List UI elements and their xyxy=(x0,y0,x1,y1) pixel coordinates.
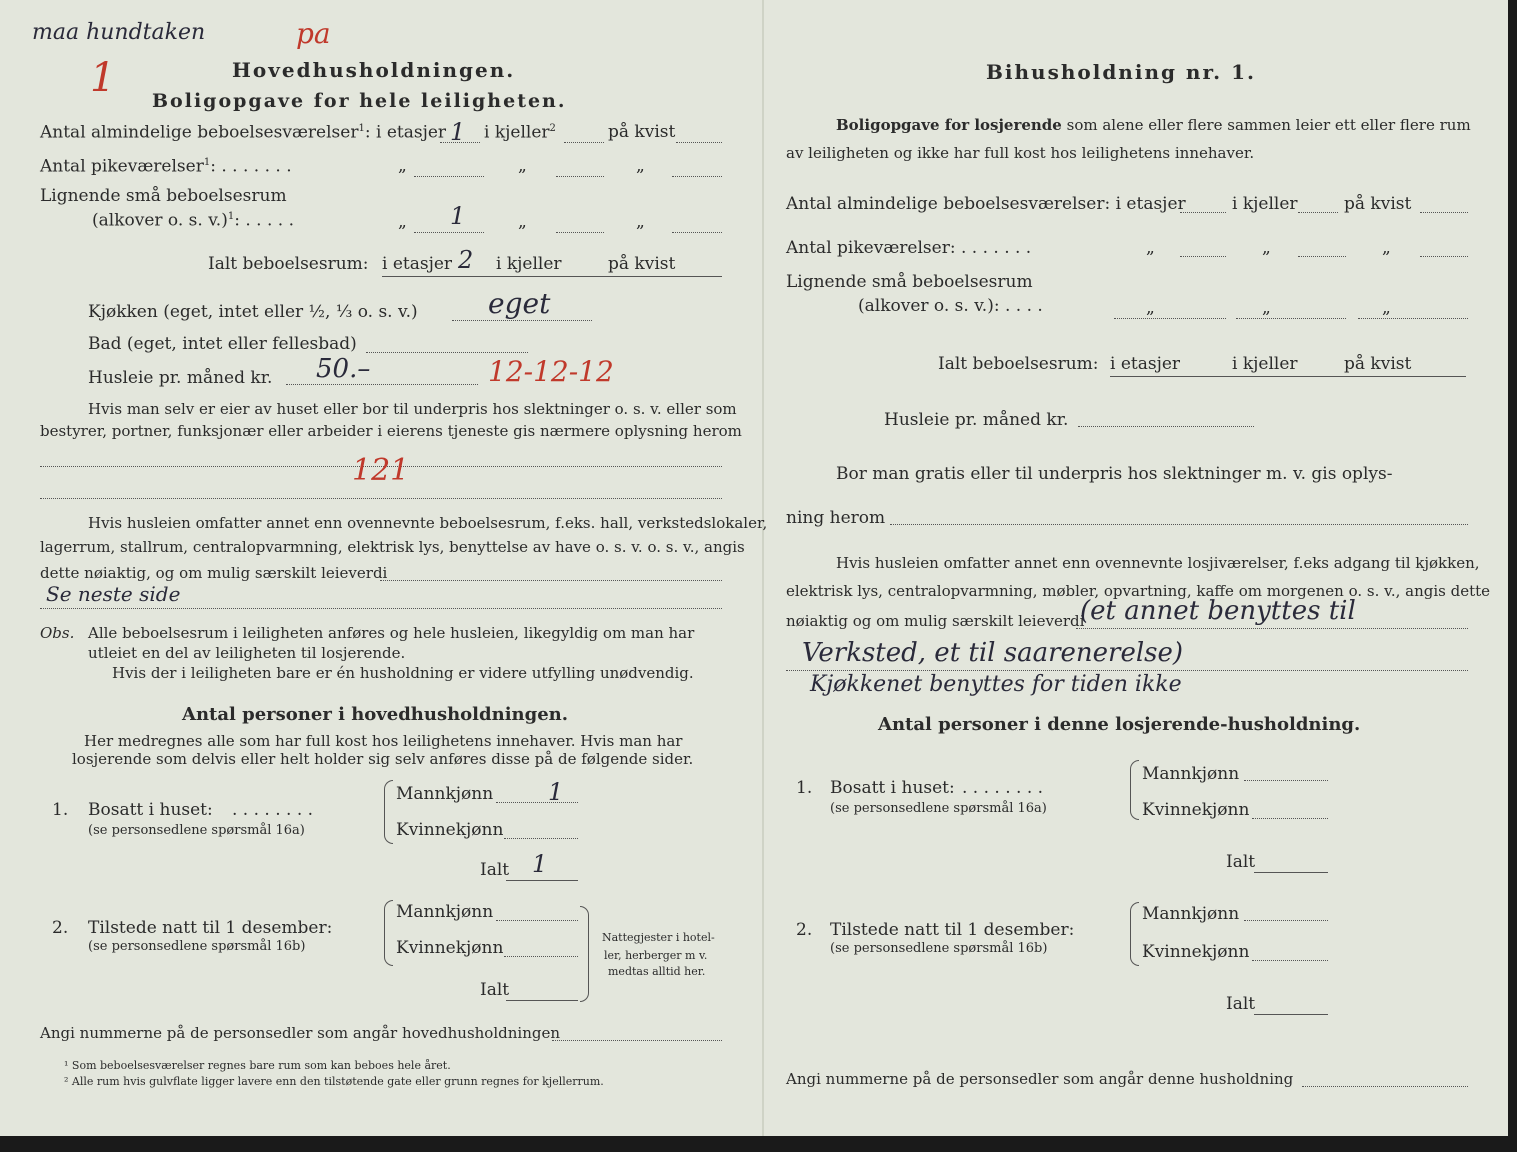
rent-field[interactable] xyxy=(286,384,478,385)
kitchen-value: eget xyxy=(488,287,551,320)
left-q1-brace xyxy=(384,780,393,844)
left-subtitle: Boligopgave for hele leiligheten. xyxy=(152,90,567,112)
rooms-kvist-label: på kvist xyxy=(608,122,676,142)
kitchen-field[interactable] xyxy=(452,320,592,321)
right-q1-ialt-field[interactable] xyxy=(1254,872,1328,873)
left-q1-label: Bosatt i huset: xyxy=(88,800,213,820)
right-intro-2: av leiligheten og ikke har full kost hos leilighetens innehaver. xyxy=(786,144,1255,162)
right-rent-label: Husleie pr. måned kr. xyxy=(884,410,1069,430)
right-maid-ditto-2: „ xyxy=(1262,238,1271,258)
right-rooms-kjeller-label: i kjeller xyxy=(1232,194,1298,214)
obs-text-1: Alle beboelsesrum i leiligheten anføres og hele husleien, likegyldig om man har xyxy=(88,624,695,642)
small-ditto-2: „ xyxy=(518,212,527,232)
rooms-kjeller-field[interactable] xyxy=(564,142,604,143)
left-q1-female-label: Kvinnekjønn xyxy=(396,820,504,840)
right-total-underline xyxy=(1110,376,1466,377)
maid-ditto-2: „ xyxy=(518,156,527,176)
right-total-kvist: på kvist xyxy=(1344,354,1412,374)
right-persons-title: Antal personer i denne losjerende-husholdning. xyxy=(878,714,1361,735)
kitchen-label: Kjøkken (eget, intet eller ½, ⅓ o. s. v.) xyxy=(88,302,418,322)
left-numbers-label: Angi nummerne på de personsedler som angår hovedhusholdningen xyxy=(40,1024,560,1042)
obs-text-3: Hvis der i leiligheten bare er én husholdning er videre utfylling unødvendig. xyxy=(112,664,694,682)
right-free-text-2: ning herom xyxy=(786,508,886,528)
right-maid-ditto-3: „ xyxy=(1382,238,1391,258)
owner-text-2: bestyrer, portner, funksjonær eller arbeider i eierens tjeneste gis nærmere oplysning herom xyxy=(40,422,742,440)
rooms-footnote-ref: 1 xyxy=(358,123,365,134)
incl-text-2: lagerrum, stallrum, centralopvarmning, elektrisk lys, benyttelse av have o. s. v. o. s. v., angis xyxy=(40,538,745,556)
total-etasjer-value: 2 xyxy=(458,246,474,274)
right-maid-kvist-field[interactable] xyxy=(1420,256,1468,257)
right-incl-field-1[interactable] xyxy=(1076,628,1468,629)
left-q2-number: 2. xyxy=(52,918,69,938)
right-maid-kjeller-field[interactable] xyxy=(1298,256,1346,257)
right-q1-sub: (se personsedlene spørsmål 16a) xyxy=(830,801,1047,816)
maid-footnote-ref: 1 xyxy=(203,157,211,168)
right-intro-1: som alene eller flere sammen leier ett eller flere rum xyxy=(1066,116,1471,134)
right-q2-sub: (se personsedlene spørsmål 16b) xyxy=(830,941,1048,956)
obs-label: Obs. xyxy=(40,624,75,642)
right-incl-value-3: Kjøkkenet benyttes for tiden ikke xyxy=(810,672,1182,697)
right-rent-field[interactable] xyxy=(1078,426,1254,427)
left-numbers-field[interactable] xyxy=(552,1040,722,1041)
red-mark-121: 121 xyxy=(352,453,410,488)
rooms-kjeller-label: i kjeller xyxy=(484,122,550,143)
owner-text-1: Hvis man selv er eier av huset eller bor til underpris hos slektninger o. s. v. eller som xyxy=(88,400,737,418)
right-q2-label: Tilstede natt til 1 desember: xyxy=(830,920,1075,940)
right-total-etasjer: i etasjer xyxy=(1110,354,1181,374)
small-kjeller-field[interactable] xyxy=(556,232,604,233)
night-note-2: ler, herberger m v. xyxy=(604,949,708,962)
owner-field-line-2[interactable] xyxy=(40,498,722,499)
right-maid-label: Antal pikeværelser: . . . . . . . xyxy=(786,238,1032,258)
right-incl-value-2: Verksted, et til saarenerelse) xyxy=(802,638,1184,668)
left-q2-ialt-field[interactable] xyxy=(506,1000,578,1001)
right-free-field[interactable] xyxy=(890,524,1468,525)
right-incl-text-3: nøiaktig og om mulig særskilt leieverdi xyxy=(786,612,1085,630)
handwritten-top-note: maa hundtaken xyxy=(32,20,206,45)
right-q2-brace xyxy=(1130,902,1139,966)
small-rooms-label: Lignende små beboelsesrum xyxy=(40,186,287,206)
left-q2-female-field[interactable] xyxy=(504,956,578,957)
right-small-etasjer-field[interactable] xyxy=(1114,318,1226,319)
rooms-etasjer-value: 1 xyxy=(450,118,466,146)
maid-kvist-field[interactable] xyxy=(672,176,722,177)
left-q1-ialt-value: 1 xyxy=(532,850,548,878)
right-maid-ditto-1: „ xyxy=(1146,238,1155,258)
incl-field-line-1[interactable] xyxy=(380,580,722,581)
right-q1-male-field[interactable] xyxy=(1244,780,1328,781)
total-kvist-label: på kvist xyxy=(608,254,676,274)
right-q2-ialt-field[interactable] xyxy=(1254,1014,1328,1015)
small-kvist-field[interactable] xyxy=(672,232,722,233)
maid-ditto-3: „ xyxy=(636,156,645,176)
right-small-label: Lignende små beboelsesrum xyxy=(786,272,1033,292)
bath-label: Bad (eget, intet eller fellesbad) xyxy=(88,334,357,354)
small-ditto-3: „ xyxy=(636,212,645,232)
right-q1-male-label: Mannkjønn xyxy=(1142,764,1240,784)
right-small-ditto-1: „ xyxy=(1146,298,1155,318)
right-total-label: Ialt beboelsesrum: xyxy=(938,354,1099,374)
rooms-kvist-field[interactable] xyxy=(676,142,722,143)
total-underline xyxy=(382,276,722,277)
left-q2-female-label: Kvinnekjønn xyxy=(396,938,504,958)
left-q1-male-field[interactable] xyxy=(496,802,578,803)
total-etasjer-label: i etasjer xyxy=(382,254,453,274)
kjeller-footnote-ref: 2 xyxy=(549,123,556,134)
right-rooms-etasjer-field[interactable] xyxy=(1180,212,1226,213)
right-small-kjeller-field[interactable] xyxy=(1236,318,1346,319)
left-persons-text-2: losjerende som delvis eller helt holder sig selv anføres disse på de følgende sider. xyxy=(72,750,694,768)
right-q2-female-label: Kvinnekjønn xyxy=(1142,942,1250,962)
small-ditto-1: „ xyxy=(398,212,407,232)
right-total-kjeller: i kjeller xyxy=(1232,354,1298,374)
handwritten-top-note-red: pa xyxy=(296,17,331,50)
right-q2-ialt-label: Ialt xyxy=(1226,994,1256,1014)
right-title: Bihusholdning nr. 1. xyxy=(986,60,1256,84)
right-q2-male-label: Mannkjønn xyxy=(1142,904,1240,924)
left-q1-female-field[interactable] xyxy=(504,838,578,839)
left-q1-male-label: Mannkjønn xyxy=(396,784,494,804)
small-etasjer-field[interactable] xyxy=(414,232,484,233)
left-q2-ialt-label: Ialt xyxy=(480,980,510,1000)
small-etasjer-value: 1 xyxy=(450,202,466,230)
left-q1-sub: (se personsedlene spørsmål 16a) xyxy=(88,823,305,838)
left-q2-right-brace xyxy=(580,906,589,1002)
right-q1-number: 1. xyxy=(796,778,813,798)
total-rooms-label: Ialt beboelsesrum: xyxy=(208,254,369,274)
left-q2-brace xyxy=(384,900,393,966)
left-persons-text-1: Her medregnes alle som har full kost hos leilighetens innehaver. Hvis man har xyxy=(84,732,683,750)
right-small-sublabel: (alkover o. s. v.): . . . . xyxy=(858,296,1043,316)
left-q1-ialt-label: Ialt xyxy=(480,860,510,880)
right-incl-text-2: elektrisk lys, centralopvarmning, møbler, opvartning, kaffe om morgenen o. s. v., angis dette xyxy=(786,582,1491,600)
right-q1-label: Bosatt i huset: xyxy=(830,778,955,798)
right-rooms-kjeller-field[interactable] xyxy=(1298,212,1338,213)
right-numbers-label: Angi nummerne på de personsedler som angår denne husholdning xyxy=(786,1070,1294,1088)
bath-field[interactable] xyxy=(366,352,528,353)
small-dots: : . . . . . xyxy=(234,210,294,231)
total-kjeller-label: i kjeller xyxy=(496,254,562,274)
maid-ditto-1: „ xyxy=(398,156,407,176)
right-rooms-kvist-label: på kvist xyxy=(1344,194,1412,214)
left-q2-sub: (se personsedlene spørsmål 16b) xyxy=(88,939,306,954)
incl-text-3: dette nøiaktig, og om mulig særskilt leieverdi xyxy=(40,564,388,582)
rent-label: Husleie pr. måned kr. xyxy=(88,368,273,388)
left-q2-male-field[interactable] xyxy=(496,920,578,921)
rooms-label: Antal almindelige beboelsesværelser xyxy=(40,122,359,143)
page-fold xyxy=(762,0,764,1136)
right-q2-female-field[interactable] xyxy=(1252,960,1328,961)
right-free-text-1: Bor man gratis eller til underpris hos slektninger m. v. gis oplys- xyxy=(836,464,1393,484)
handwritten-household-number: 1 xyxy=(90,55,116,101)
footnote-2: ² Alle rum hvis gulvflate ligger lavere enn den tilstøtende gate eller grunn regnes for kjellerrum. xyxy=(64,1075,604,1088)
night-note-1: Nattegjester i hotel- xyxy=(602,931,715,944)
maid-rooms-label: Antal pikeværelser xyxy=(40,156,204,177)
left-q2-male-label: Mannkjønn xyxy=(396,902,494,922)
rent-value: 50.– xyxy=(316,354,371,384)
right-small-kvist-field[interactable] xyxy=(1358,318,1468,319)
right-incl-field-2[interactable] xyxy=(786,670,1468,671)
rooms-etasjer-label: : i etasjer xyxy=(364,122,447,143)
left-persons-title: Antal personer i hovedhusholdningen. xyxy=(182,704,569,725)
right-q1-brace xyxy=(1130,760,1139,820)
small-rooms-sublabel: (alkover o. s. v.) xyxy=(92,210,228,231)
small-footnote-ref: 1 xyxy=(227,211,235,222)
right-q1-female-field[interactable] xyxy=(1252,818,1328,819)
right-q1-female-label: Kvinnekjønn xyxy=(1142,800,1250,820)
maid-kjeller-field[interactable] xyxy=(556,176,604,177)
night-note-3: medtas alltid her. xyxy=(608,965,706,978)
left-q1-number: 1. xyxy=(52,800,69,820)
right-q1-dots: . . . . . . . . xyxy=(962,778,1044,798)
right-intro-bold: Boligopgave for losjerende xyxy=(836,116,1062,134)
maid-etasjer-field[interactable] xyxy=(414,176,484,177)
incl-text-1: Hvis husleien omfatter annet enn ovennevnte beboelsesrum, f.eks. hall, verkstedslokaler, xyxy=(88,514,768,532)
incl-value: Se neste side xyxy=(46,582,181,606)
maid-dots: : . . . . . . . xyxy=(210,156,292,177)
left-q1-ialt-field[interactable] xyxy=(506,880,578,881)
left-q1-male-value: 1 xyxy=(548,778,564,806)
right-incl-value-1: (et annet benyttes til xyxy=(1080,596,1356,626)
right-rooms-kvist-field[interactable] xyxy=(1420,212,1468,213)
right-small-ditto-2: „ xyxy=(1262,298,1271,318)
obs-text-2: utleiet en del av leiligheten til losjerende. xyxy=(88,644,406,662)
right-small-ditto-3: „ xyxy=(1382,298,1391,318)
left-title: Hovedhusholdningen. xyxy=(232,58,516,82)
right-maid-etasjer-field[interactable] xyxy=(1180,256,1226,257)
right-q2-number: 2. xyxy=(796,920,813,940)
right-q2-male-field[interactable] xyxy=(1244,920,1328,921)
right-q1-ialt-label: Ialt xyxy=(1226,852,1256,872)
right-numbers-field[interactable] xyxy=(1302,1086,1468,1087)
right-rooms-label: Antal almindelige beboelsesværelser: i etasjer xyxy=(786,194,1186,214)
left-q1-dots: . . . . . . . . xyxy=(232,800,314,820)
right-incl-text-1: Hvis husleien omfatter annet enn ovennevnte losjiværelser, f.eks adgang til kjøkken, xyxy=(836,554,1480,572)
rent-red-annotation: 12-12-12 xyxy=(488,355,614,388)
left-q2-label: Tilstede natt til 1 desember: xyxy=(88,918,333,938)
incl-field-line-2[interactable] xyxy=(40,608,722,609)
footnote-1: ¹ Som beboelsesværelser regnes bare rum som kan beboes hele året. xyxy=(64,1059,451,1072)
